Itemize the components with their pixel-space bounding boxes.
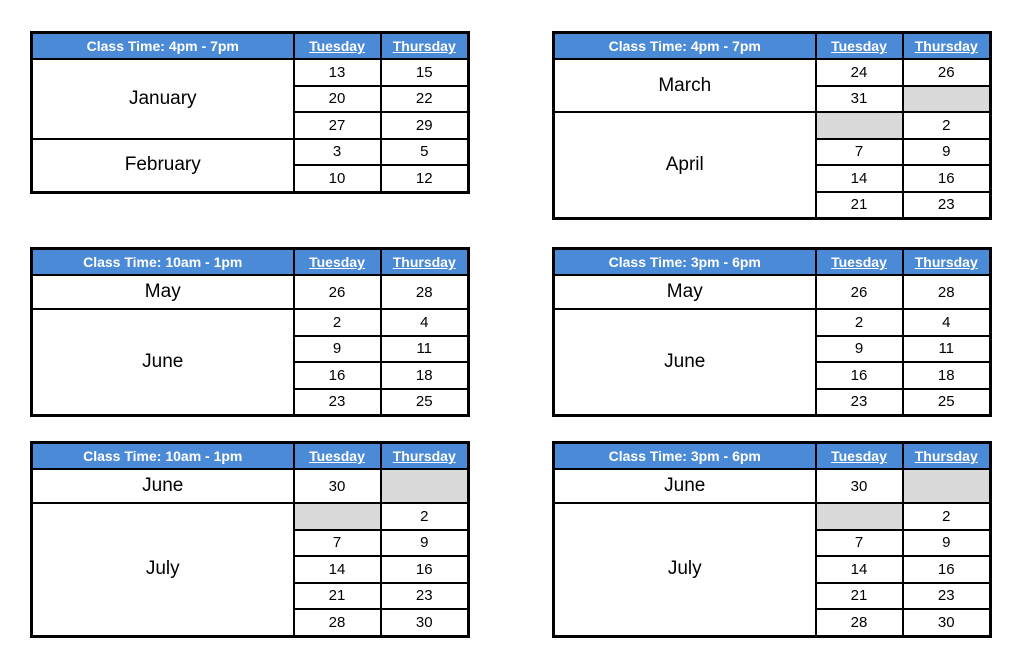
- thursday-date: 2: [903, 112, 991, 139]
- thursday-date: 23: [381, 583, 469, 610]
- tuesday-header: Tuesday: [294, 443, 381, 470]
- thursday-date: 11: [903, 336, 991, 363]
- month-label: February: [32, 139, 294, 193]
- tuesday-date: 28: [294, 609, 381, 636]
- tuesday-date: 2: [294, 309, 381, 336]
- tuesday-header: Tuesday: [816, 33, 903, 60]
- class-time-header: Class Time: 10am - 1pm: [32, 249, 294, 276]
- tuesday-date: 26: [816, 275, 903, 309]
- tuesday-date: 14: [816, 556, 903, 583]
- schedule-table: [30, 441, 470, 638]
- table-row: [32, 59, 469, 86]
- tuesday-date: 27: [294, 112, 381, 139]
- schedule-table: [552, 247, 992, 417]
- thursday-date: 4: [381, 309, 469, 336]
- thursday-date: 4: [903, 309, 991, 336]
- thursday-date: 30: [381, 609, 469, 636]
- tuesday-date: 9: [294, 336, 381, 363]
- tuesday-date: 16: [816, 362, 903, 389]
- tuesday-date: 9: [816, 336, 903, 363]
- tuesday-date: 7: [816, 139, 903, 166]
- tuesday-date: 30: [816, 469, 903, 503]
- month-label: June: [554, 309, 816, 416]
- tuesday-date: 23: [816, 389, 903, 416]
- thursday-date: 25: [903, 389, 991, 416]
- tuesday-date: 21: [294, 583, 381, 610]
- thursday-date: 9: [903, 530, 991, 557]
- thursday-header: Thursday: [381, 249, 469, 276]
- table-row: [554, 309, 991, 336]
- month-label: May: [554, 275, 816, 309]
- schedule-table: [552, 441, 992, 638]
- thursday-date: 25: [381, 389, 469, 416]
- tuesday-header: Tuesday: [816, 443, 903, 470]
- table-row: [554, 503, 991, 530]
- class-time-header: Class Time: 4pm - 7pm: [554, 33, 816, 60]
- empty-date-cell: [903, 469, 991, 503]
- tuesday-date: 28: [816, 609, 903, 636]
- thursday-date: 16: [903, 556, 991, 583]
- tuesday-date: 14: [294, 556, 381, 583]
- empty-date-cell: [294, 503, 381, 530]
- tuesday-date: 20: [294, 86, 381, 113]
- month-label: June: [554, 469, 816, 503]
- empty-date-cell: [816, 503, 903, 530]
- thursday-date: 5: [381, 139, 469, 166]
- thursday-header: Thursday: [381, 33, 469, 60]
- class-time-header: Class Time: 3pm - 6pm: [554, 443, 816, 470]
- table-row: [32, 275, 469, 309]
- schedule-table: [552, 31, 992, 220]
- empty-date-cell: [903, 86, 991, 113]
- tuesday-header: Tuesday: [816, 249, 903, 276]
- schedule-table: [30, 31, 470, 194]
- thursday-date: 22: [381, 86, 469, 113]
- tuesday-date: 7: [816, 530, 903, 557]
- tuesday-header: Tuesday: [294, 33, 381, 60]
- tuesday-date: 3: [294, 139, 381, 166]
- thursday-header: Thursday: [903, 443, 991, 470]
- thursday-date: 16: [903, 165, 991, 192]
- class-time-header: Class Time: 3pm - 6pm: [554, 249, 816, 276]
- thursday-header: Thursday: [903, 33, 991, 60]
- thursday-date: 23: [903, 192, 991, 219]
- tuesday-date: 21: [816, 192, 903, 219]
- month-label: May: [32, 275, 294, 309]
- table-row: [554, 112, 991, 139]
- tuesday-date: 31: [816, 86, 903, 113]
- table-row: [32, 469, 469, 503]
- thursday-date: 2: [903, 503, 991, 530]
- month-label: July: [554, 503, 816, 636]
- thursday-header: Thursday: [381, 443, 469, 470]
- tuesday-date: 7: [294, 530, 381, 557]
- table-row: [32, 309, 469, 336]
- thursday-date: 16: [381, 556, 469, 583]
- thursday-date: 9: [903, 139, 991, 166]
- thursday-date: 18: [381, 362, 469, 389]
- thursday-date: 30: [903, 609, 991, 636]
- tuesday-date: 30: [294, 469, 381, 503]
- thursday-header: Thursday: [903, 249, 991, 276]
- empty-date-cell: [816, 112, 903, 139]
- class-time-header: Class Time: 10am - 1pm: [32, 443, 294, 470]
- table-row: [32, 503, 469, 530]
- month-label: March: [554, 59, 816, 112]
- thursday-date: 28: [903, 275, 991, 309]
- month-label: April: [554, 112, 816, 219]
- tuesday-date: 16: [294, 362, 381, 389]
- month-label: June: [32, 309, 294, 416]
- thursday-date: 9: [381, 530, 469, 557]
- tuesday-date: 2: [816, 309, 903, 336]
- tuesday-date: 13: [294, 59, 381, 86]
- tuesday-date: 23: [294, 389, 381, 416]
- class-time-header: Class Time: 4pm - 7pm: [32, 33, 294, 60]
- thursday-date: 2: [381, 503, 469, 530]
- tuesday-date: 24: [816, 59, 903, 86]
- month-label: July: [32, 503, 294, 636]
- thursday-date: 29: [381, 112, 469, 139]
- thursday-date: 18: [903, 362, 991, 389]
- tuesday-date: 10: [294, 165, 381, 192]
- thursday-date: 23: [903, 583, 991, 610]
- tuesday-date: 26: [294, 275, 381, 309]
- month-label: June: [32, 469, 294, 503]
- month-label: January: [32, 59, 294, 139]
- tuesday-date: 21: [816, 583, 903, 610]
- table-row: [554, 275, 991, 309]
- schedule-table: [30, 247, 470, 417]
- thursday-date: 15: [381, 59, 469, 86]
- thursday-date: 26: [903, 59, 991, 86]
- table-row: [554, 469, 991, 503]
- thursday-date: 28: [381, 275, 469, 309]
- tuesday-date: 14: [816, 165, 903, 192]
- thursday-date: 11: [381, 336, 469, 363]
- table-row: [554, 59, 991, 86]
- tuesday-header: Tuesday: [294, 249, 381, 276]
- thursday-date: 12: [381, 165, 469, 192]
- empty-date-cell: [381, 469, 469, 503]
- table-row: [32, 139, 469, 166]
